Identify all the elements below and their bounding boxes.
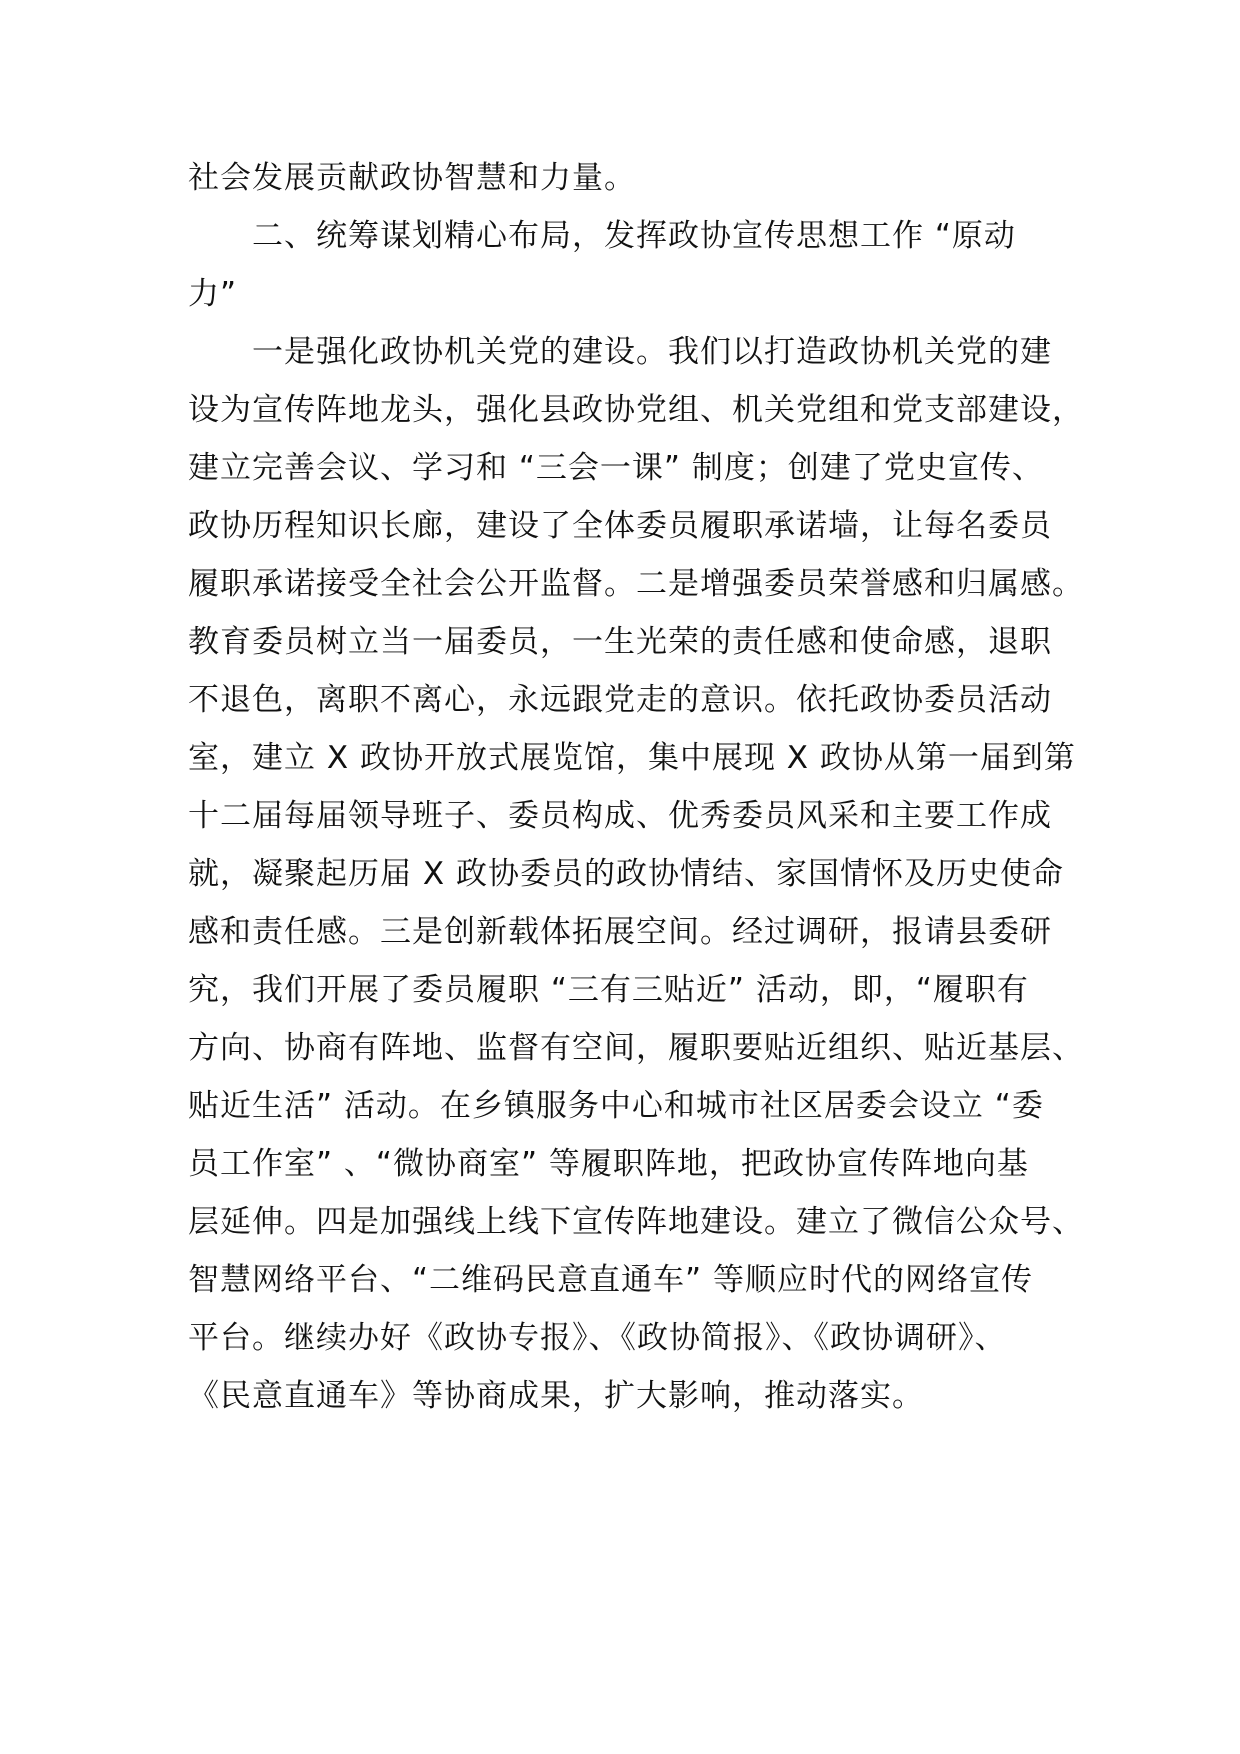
paragraph-line-4: 政协历程知识长廊，建设了全体委员履职承诺墙，让每名委员 — [188, 508, 1052, 544]
paragraph-line-10: 就，凝聚起历届 X 政协委员的政协情结、家国情怀及历史使命 — [188, 856, 1064, 892]
paragraph-line-19: 《民意直通车》等协商成果，扩大影响，推动落实。 — [188, 1378, 924, 1414]
paragraph-line-11: 感和责任感。三是创新载体拓展空间。经过调研，报请县委研 — [188, 914, 1052, 950]
paragraph-line-18: 平台。继续办好《政协专报》、《政协简报》、《政协调研》、 — [188, 1320, 1007, 1356]
paragraph-line-7: 不退色，离职不离心，永远跟党走的意识。依托政协委员活动 — [188, 682, 1052, 718]
paragraph-line-1: 一是强化政协机关党的建设。我们以打造政协机关党的建 — [252, 334, 1052, 370]
text-line-1: 社会发展贡献政协智慧和力量。 — [188, 160, 636, 196]
paragraph-line-3: 建立完善会议、学习和 “三会一课” 制度；创建了党史宣传、 — [188, 450, 1044, 486]
paragraph-line-16: 层延伸。四是加强线上线下宣传阵地建设。建立了微信公众号、 — [188, 1204, 1084, 1240]
paragraph-line-8: 室，建立 X 政协开放式展览馆，集中展现 X 政协从第一届到第 — [188, 740, 1076, 776]
paragraph-line-15: 员工作室” 、“微协商室” 等履职阵地，把政协宣传阵地向基 — [188, 1146, 1029, 1182]
section-heading-line-2: 力” — [188, 276, 238, 312]
paragraph-line-13: 方向、协商有阵地、监督有空间，履职要贴近组织、贴近基层、 — [188, 1030, 1084, 1066]
paragraph-line-9: 十二届每届领导班子、委员构成、优秀委员风采和主要工作成 — [188, 798, 1052, 834]
section-heading-line-1: 二、统筹谋划精心布局，发挥政协宣传思想工作 “原动 — [252, 218, 1016, 254]
paragraph-line-2: 设为宣传阵地龙头，强化县政协党组、机关党组和党支部建设， — [188, 392, 1084, 428]
paragraph-line-12: 究，我们开展了委员履职 “三有三贴近” 活动，即，“履职有 — [188, 972, 1029, 1008]
paragraph-line-17: 智慧网络平台、“二维码民意直通车” 等顺应时代的网络宣传 — [188, 1262, 1033, 1298]
paragraph-line-14: 贴近生活” 活动。在乡镇服务中心和城市社区居委会设立 “委 — [188, 1088, 1044, 1124]
paragraph-line-6: 教育委员树立当一届委员，一生光荣的责任感和使命感，退职 — [188, 624, 1052, 660]
paragraph-line-5: 履职承诺接受全社会公开监督。二是增强委员荣誉感和归属感。 — [188, 566, 1084, 602]
